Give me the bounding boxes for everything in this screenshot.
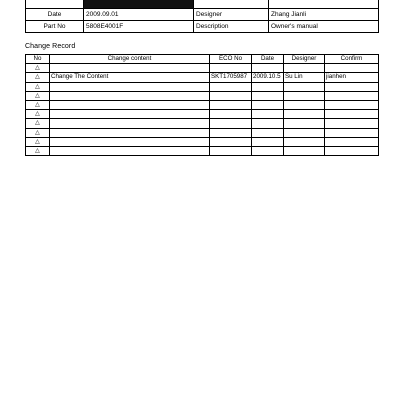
- date-cell: [252, 128, 284, 137]
- table-row: [26, 119, 379, 128]
- info-cell-filled: [84, 0, 194, 9]
- date-cell: [252, 64, 284, 73]
- header-date: Date: [252, 55, 284, 64]
- date-cell: [252, 119, 284, 128]
- date-value: 2009.09.01: [84, 9, 194, 21]
- confirm-cell: [325, 128, 379, 137]
- revision-triangle-icon: △: [26, 119, 50, 128]
- table-row: [26, 82, 379, 91]
- eco-no-cell: [210, 110, 252, 119]
- date-cell: 2009.10.5: [252, 73, 284, 82]
- designer-cell: [284, 82, 325, 91]
- change-record-header-row: [26, 55, 379, 64]
- table-row: [26, 110, 379, 119]
- revision-triangle-icon: △: [26, 128, 50, 137]
- info-cell: [194, 0, 269, 9]
- designer-cell: [284, 146, 325, 155]
- header-designer: Designer: [284, 55, 325, 64]
- date-cell: [252, 100, 284, 109]
- designer-cell: [284, 137, 325, 146]
- designer-cell: [284, 119, 325, 128]
- designer-cell: [284, 91, 325, 100]
- designer-cell: [284, 110, 325, 119]
- change-content-cell: [50, 128, 210, 137]
- change-content-cell: [50, 64, 210, 73]
- confirm-cell: [325, 110, 379, 119]
- date-cell: [252, 137, 284, 146]
- table-row: [26, 73, 379, 82]
- date-label: Date: [26, 9, 84, 21]
- designer-label: Designer: [194, 9, 269, 21]
- info-cell: [26, 0, 84, 9]
- part-no-label: Part No: [26, 21, 84, 33]
- confirm-cell: [325, 82, 379, 91]
- confirm-cell: [325, 100, 379, 109]
- designer-cell: [284, 100, 325, 109]
- part-no-value: 5808E4001F: [84, 21, 194, 33]
- eco-no-cell: [210, 100, 252, 109]
- confirm-cell: [325, 64, 379, 73]
- table-row: [26, 146, 379, 155]
- header-no: No: [26, 55, 50, 64]
- table-row: [26, 100, 379, 109]
- info-table: [25, 0, 379, 33]
- designer-cell: [284, 128, 325, 137]
- change-content-cell: [50, 82, 210, 91]
- table-row: [26, 91, 379, 100]
- revision-triangle-icon: △: [26, 100, 50, 109]
- date-cell: [252, 91, 284, 100]
- revision-triangle-icon: △: [26, 110, 50, 119]
- change-record-table: [25, 54, 379, 156]
- confirm-cell: [325, 146, 379, 155]
- revision-triangle-icon: △: [26, 137, 50, 146]
- info-row-top: [26, 0, 379, 9]
- eco-no-cell: SKT1705987: [210, 73, 252, 82]
- designer-cell: Su Lin: [284, 73, 325, 82]
- description-value: Owner's manual: [269, 21, 379, 33]
- header-eco-no: ECO No: [210, 55, 252, 64]
- revision-triangle-icon: △: [26, 146, 50, 155]
- confirm-cell: jianhen: [325, 73, 379, 82]
- table-row: [26, 137, 379, 146]
- eco-no-cell: [210, 119, 252, 128]
- revision-triangle-icon: △: [26, 73, 50, 82]
- eco-no-cell: [210, 137, 252, 146]
- revision-triangle-icon: △: [26, 82, 50, 91]
- eco-no-cell: [210, 64, 252, 73]
- revision-triangle-icon: △: [26, 64, 50, 73]
- table-row: [26, 64, 379, 73]
- info-row-part: [26, 21, 379, 33]
- eco-no-cell: [210, 91, 252, 100]
- designer-cell: [284, 64, 325, 73]
- confirm-cell: [325, 119, 379, 128]
- change-content-cell: [50, 91, 210, 100]
- date-cell: [252, 110, 284, 119]
- date-cell: [252, 146, 284, 155]
- description-label: Description: [194, 21, 269, 33]
- confirm-cell: [325, 137, 379, 146]
- eco-no-cell: [210, 128, 252, 137]
- change-content-cell: [50, 119, 210, 128]
- change-content-cell: Change The Content: [50, 73, 210, 82]
- revision-triangle-icon: △: [26, 91, 50, 100]
- date-cell: [252, 82, 284, 91]
- confirm-cell: [325, 91, 379, 100]
- eco-no-cell: [210, 146, 252, 155]
- designer-value: Zhang Jianli: [269, 9, 379, 21]
- change-content-cell: [50, 110, 210, 119]
- change-content-cell: [50, 137, 210, 146]
- change-content-cell: [50, 100, 210, 109]
- header-change-content: Change content: [50, 55, 210, 64]
- change-record-title: Change Record: [25, 43, 76, 50]
- change-content-cell: [50, 146, 210, 155]
- table-row: [26, 128, 379, 137]
- info-cell: [269, 0, 379, 9]
- eco-no-cell: [210, 82, 252, 91]
- header-confirm: Confirm: [325, 55, 379, 64]
- info-row-date: [26, 9, 379, 21]
